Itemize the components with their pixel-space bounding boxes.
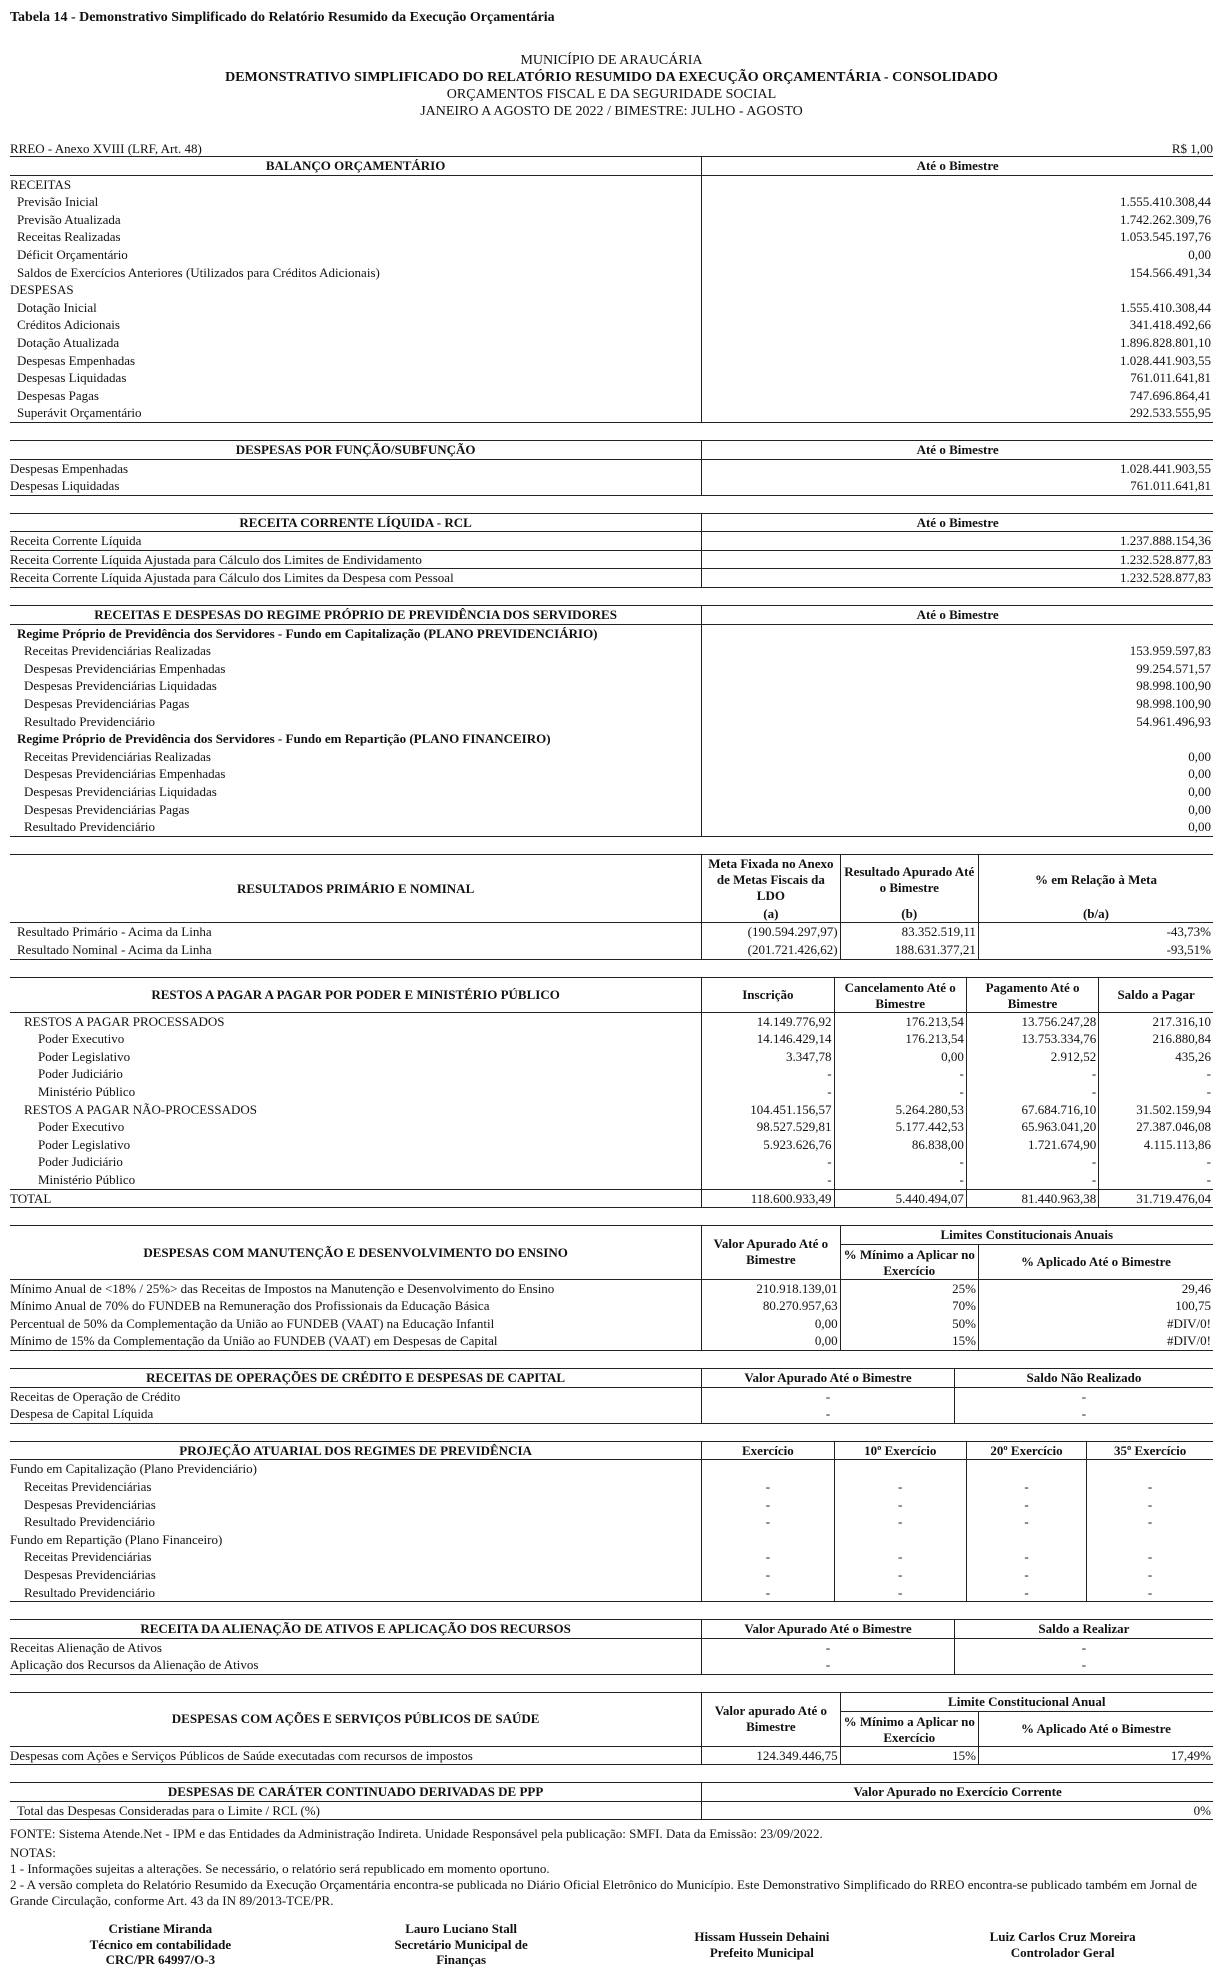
table-row-label: Despesas Pagas	[17, 387, 99, 403]
table-cell: 216.880,84	[1099, 1030, 1213, 1048]
table-row-label: Poder Judiciário	[38, 1066, 123, 1082]
table-cell: -	[1099, 1065, 1213, 1083]
table-row-label: Despesas Previdenciárias Liquidadas	[24, 678, 217, 694]
table-cell: -	[702, 1513, 834, 1531]
table-cell: 67.684.716,10	[966, 1101, 1098, 1119]
projecao-col: 20º Exercício	[966, 1441, 1086, 1460]
ensino-col-min: % Mínimo a Aplicar no Exercício	[840, 1244, 978, 1279]
signature-role: Prefeito Municipal	[709, 1944, 814, 1960]
table-cell: -	[966, 1153, 1098, 1171]
table-row-value: 154.566.491,34	[702, 264, 1213, 282]
table-cell: -	[1087, 1513, 1213, 1531]
table-cell: 5.440.494,07	[834, 1189, 966, 1208]
table-cell: 98.527.529,81	[702, 1118, 834, 1136]
table-row-label: Receitas Realizadas	[17, 229, 121, 245]
table-cell: -	[1087, 1584, 1213, 1602]
table-cell: -	[966, 1478, 1086, 1496]
table-cell: -	[834, 1065, 966, 1083]
table-row-label: Aplicação dos Recursos da Alienação de Ativos	[10, 1656, 702, 1674]
table-cell: -	[966, 1171, 1098, 1189]
table-cell: 217.316,10	[1099, 1012, 1213, 1030]
resultados-head: RESULTADOS PRIMÁRIO E NOMINAL	[236, 880, 475, 896]
resultados-col-c: % em Relação à Meta	[978, 854, 1213, 905]
table-cell: -	[834, 1566, 966, 1584]
resultados-col-a: Meta Fixada no Anexo de Metas Fiscais da LDO	[702, 854, 840, 905]
table-cell: -	[702, 1171, 834, 1189]
table-row-value: 341.418.492,66	[702, 316, 1213, 334]
rpps-col: Até o Bimestre	[702, 606, 1213, 625]
table-cell: -	[966, 1083, 1098, 1101]
resultados-col-a-sub: (a)	[702, 905, 840, 923]
table-row-label: Resultado Previdenciário	[10, 1584, 702, 1602]
table-row-label: Resultado Previdenciário	[10, 818, 702, 836]
projecao-col: 35º Exercício	[1087, 1441, 1213, 1460]
signature-role: Controlador Geral	[1010, 1944, 1115, 1960]
signature-name: Lauro Luciano Stall	[405, 1921, 517, 1937]
rcl-col: Até o Bimestre	[702, 513, 1213, 532]
table-row-label: Despesas Previdenciárias Empenhadas	[24, 766, 226, 782]
table-cell: -43,73%	[978, 923, 1213, 941]
table-row-label: Mínimo de 15% da Complementação da União ao FUNDEB (VAAT) em Despesas de Capital	[10, 1332, 702, 1350]
table-cell: 83.352.519,11	[840, 923, 978, 941]
table-row-label: Receita Corrente Líquida Ajustada para Cálculo dos Limites de Endividamento	[10, 550, 702, 569]
rcl-table	[10, 513, 1213, 588]
table-cell: -	[834, 1548, 966, 1566]
table-row-label: Resultado Previdenciário	[24, 1514, 156, 1530]
table-cell: -	[954, 1405, 1213, 1423]
table-cell: -	[702, 1584, 834, 1602]
table-cell: 50%	[840, 1315, 978, 1333]
alienacao-col-saldo: Saldo a Realizar	[954, 1620, 1213, 1639]
resultados-col-b-sub: (b)	[840, 905, 978, 923]
table-row-value: 1.028.441.903,55	[702, 352, 1213, 370]
table-row-label: Receita Corrente Líquida	[10, 532, 702, 551]
projecao-table	[10, 1441, 1213, 1602]
projecao-col: 10º Exercício	[834, 1441, 966, 1460]
table-cell: -	[954, 1387, 1213, 1405]
ppp-col: Valor Apurado no Exercício Corrente	[702, 1783, 1213, 1802]
table-cell: -93,51%	[978, 941, 1213, 959]
table-row-value: 0,00	[702, 748, 1213, 766]
header-period: JANEIRO A AGOSTO DE 2022 / BIMESTRE: JULHO - AGOSTO	[420, 104, 803, 119]
credito-col-saldo: Saldo Não Realizado	[954, 1369, 1213, 1388]
table-row-value: 98.998.100,90	[702, 695, 1213, 713]
balanco-head: BALANÇO ORÇAMENTÁRIO	[10, 157, 702, 176]
table-row-label: Superávit Orçamentário	[10, 404, 702, 422]
saude-col-apl: % Aplicado Até o Bimestre	[978, 1711, 1213, 1746]
table-cell: -	[702, 1065, 834, 1083]
alienacao-col-valor: Valor Apurado Até o Bimestre	[702, 1620, 955, 1639]
table-row-label: Despesas Empenhadas	[17, 352, 136, 368]
table-row-label: Receitas Previdenciárias Realizadas	[24, 748, 211, 764]
table-row-label: Percentual de 50% da Complementação da União ao FUNDEB (VAAT) na Educação Infantil	[10, 1315, 495, 1331]
signature-name: Cristiane Miranda	[108, 1921, 213, 1937]
table-row-value: 54.961.496,93	[702, 713, 1213, 731]
table-cell: 104.451.156,57	[702, 1101, 834, 1119]
table-cell: -	[702, 1496, 834, 1514]
source-note: FONTE: Sistema Atende.Net - IPM e das Entidades da Administração Indireta. Unidade Responsável pela publicação: SMFI. Data da Emissão: 23/09/2022.	[10, 1826, 823, 1842]
table-cell: 86.838,00	[834, 1136, 966, 1154]
table-row-value: 1.232.528.877,83	[702, 569, 1213, 588]
signature-block	[612, 1921, 913, 1968]
table-cell: 27.387.046,08	[1099, 1118, 1213, 1136]
saude-col-min: % Mínimo a Aplicar no Exercício	[840, 1711, 978, 1746]
signature-extra: Finanças	[436, 1952, 487, 1968]
table-row-label: Saldos de Exercícios Anteriores (Utilizados para Créditos Adicionais)	[17, 264, 380, 280]
table-row-label: Receitas Previdenciárias	[24, 1549, 152, 1565]
table-row-label: Despesas Empenhadas	[10, 460, 129, 476]
table-cell: 70%	[840, 1297, 978, 1315]
saude-table	[10, 1692, 1213, 1765]
table-cell: -	[966, 1566, 1086, 1584]
table-cell: 0%	[702, 1801, 1213, 1820]
table-cell: 80.270.957,63	[702, 1297, 840, 1315]
table-cell: -	[702, 1478, 834, 1496]
table-cell: 3.347,78	[702, 1048, 834, 1066]
table-cell: 15%	[840, 1746, 978, 1765]
table-cell: 100,75	[978, 1297, 1213, 1315]
ensino-col-limites: Limites Constitucionais Anuais	[840, 1226, 1213, 1245]
table-row-label: Despesas Previdenciárias Pagas	[24, 801, 190, 817]
table-row-label: Poder Legislativo	[38, 1048, 131, 1064]
table-cell: 29,46	[978, 1279, 1213, 1297]
table-row-label: RESTOS A PAGAR PROCESSADOS	[24, 1013, 225, 1029]
table-cell: -	[702, 1387, 955, 1405]
signatures	[10, 1921, 1213, 1968]
restos-total-label: TOTAL	[10, 1189, 702, 1208]
table-cell: -	[702, 1656, 955, 1674]
rpps-table	[10, 605, 1213, 837]
ensino-col-apl: % Aplicado Até o Bimestre	[978, 1244, 1213, 1279]
table-cell: -	[1099, 1153, 1213, 1171]
rcl-head: RECEITA CORRENTE LÍQUIDA - RCL	[10, 513, 702, 532]
restos-col-cancelamento: Cancelamento Até o Bimestre	[834, 977, 966, 1012]
table-row-label: Despesas com Ações e Serviços Públicos de Saúde executadas com recursos de impostos	[10, 1746, 702, 1765]
annex-reference: RREO - Anexo XVIII (LRF, Art. 48)	[10, 141, 202, 156]
table-cell: 4.115.113,86	[1099, 1136, 1213, 1154]
footer	[10, 1826, 1213, 1909]
table-cell: -	[1099, 1171, 1213, 1189]
note-2: 2 - A versão completa do Relatório Resumido da Execução Orçamentária encontra-se publicada no Diário Oficial Eletrônico do Município. Este Demonstrativo Simplificado do RREO encontra-se publicado também em Jornal de Grande Circulação, conforme Art. 43 da IN 89/2013-TCE/PR.	[10, 1877, 1197, 1909]
table-row-label: Previsão Inicial	[17, 194, 99, 210]
table-row-label: Receitas Previdenciárias	[24, 1479, 152, 1495]
signature-role: Secretário Municipal de	[394, 1936, 528, 1952]
table-cell: -	[966, 1496, 1086, 1514]
table-cell: -	[1099, 1083, 1213, 1101]
table-cell: -	[1087, 1478, 1213, 1496]
table-cell: -	[702, 1083, 834, 1101]
table-row-label: Poder Judiciário	[38, 1154, 123, 1170]
table-row-value: 1.053.545.197,76	[702, 228, 1213, 246]
table-row-value: 0,00	[702, 801, 1213, 819]
table-cell: 13.753.334,76	[966, 1030, 1098, 1048]
signature-role: Técnico em contabilidade	[89, 1936, 232, 1952]
restos-col-pagamento: Pagamento Até o Bimestre	[966, 977, 1098, 1012]
table-cell: -	[1087, 1566, 1213, 1584]
signature-name: Luiz Carlos Cruz Moreira	[989, 1929, 1136, 1945]
table-row-label: Dotação Atualizada	[17, 334, 120, 350]
table-row-label: Despesas Liquidadas	[17, 370, 127, 386]
table-cell: #DIV/0!	[978, 1315, 1213, 1333]
table-cell: 65.963.041,20	[966, 1118, 1098, 1136]
balanco-col: Até o Bimestre	[702, 157, 1213, 176]
table-cell: -	[834, 1496, 966, 1514]
signature-block	[10, 1921, 311, 1968]
despesas-label: DESPESAS	[10, 282, 74, 298]
table-row-label: Total das Despesas Consideradas para o Limite / RCL (%)	[10, 1801, 702, 1820]
rpps-head: RECEITAS E DESPESAS DO REGIME PRÓPRIO DE PREVIDÊNCIA DOS SERVIDORES	[10, 606, 702, 625]
notes-label: NOTAS:	[10, 1845, 56, 1861]
table-cell: 81.440.963,38	[966, 1189, 1098, 1208]
balanco-table	[10, 156, 1213, 423]
ensino-col-valor: Valor Apurado Até o Bimestre	[702, 1226, 840, 1280]
resultados-col-c-sub: (b/a)	[978, 905, 1213, 923]
table-row-label: Receita Corrente Líquida Ajustada para Cálculo dos Limites da Despesa com Pessoal	[10, 569, 702, 588]
signature-name: Hissam Hussein Dehaini	[694, 1929, 830, 1945]
table-cell: 2.912,52	[966, 1048, 1098, 1066]
table-row-value: 1.555.410.308,44	[702, 299, 1213, 317]
restos-col-saldo: Saldo a Pagar	[1099, 977, 1213, 1012]
table-cell: -	[966, 1584, 1086, 1602]
table-row-label: Ministério Público	[38, 1083, 136, 1099]
table-row-label: Receitas Previdenciárias Realizadas	[24, 643, 211, 659]
table-row-value: 747.696.864,41	[702, 387, 1213, 405]
table-row-label: Dotação Inicial	[17, 299, 97, 315]
table-cell: 0,00	[702, 1315, 840, 1333]
table-row-label: Despesas Previdenciárias	[24, 1567, 156, 1582]
table-row-value: 761.011.641,81	[702, 477, 1213, 495]
credito-head: RECEITAS DE OPERAÇÕES DE CRÉDITO E DESPESAS DE CAPITAL	[10, 1369, 702, 1388]
table-row-value: 292.533.555,95	[702, 404, 1213, 422]
table-row-label: Despesas Liquidadas	[10, 477, 702, 495]
header-budget-scope: ORÇAMENTOS FISCAL E DA SEGURIDADE SOCIAL	[446, 87, 777, 102]
projecao-group-reparticao: Fundo em Repartição (Plano Financeiro)	[10, 1531, 223, 1547]
table-cell: -	[1087, 1548, 1213, 1566]
table-row-value: 0,00	[702, 818, 1213, 836]
table-row-label: Despesas Previdenciárias Liquidadas	[24, 784, 217, 799]
table-row-value: 153.959.597,83	[702, 642, 1213, 660]
restos-col-inscricao: Inscrição	[702, 977, 834, 1012]
table-cell: -	[702, 1405, 955, 1423]
table-cell: -	[1087, 1496, 1213, 1514]
rpps-group-capitalizacao: Regime Próprio de Previdência dos Servidores - Fundo em Capitalização (PLANO PREVIDENCIÁRIO)	[17, 625, 598, 641]
table-row-value: 1.555.410.308,44	[702, 193, 1213, 211]
saude-col-limite: Limite Constitucional Anual	[840, 1692, 1213, 1711]
table-cell: 435,26	[1099, 1048, 1213, 1066]
table-cell: 15%	[840, 1332, 978, 1350]
table-row-label: Despesas Previdenciárias	[24, 1496, 156, 1512]
table-row-label: Despesas Previdenciárias Empenhadas	[24, 660, 226, 676]
table-row-label: Déficit Orçamentário	[17, 246, 128, 262]
table-cell: 176.213,54	[834, 1012, 966, 1030]
table-cell: 124.349.446,75	[702, 1746, 840, 1765]
ensino-head: DESPESAS COM MANUTENÇÃO E DESENVOLVIMENTO DO ENSINO	[10, 1226, 702, 1280]
table-cell: 210.918.139,01	[702, 1279, 840, 1297]
note-1: 1 - Informações sujeitas a alterações. Se necessário, o relatório será republicado em momento oportuno.	[10, 1861, 550, 1877]
funcao-head: DESPESAS POR FUNÇÃO/SUBFUNÇÃO	[10, 440, 702, 459]
saude-col-valor: Valor apurado Até o Bimestre	[702, 1692, 840, 1746]
table-row-label: Créditos Adicionais	[17, 317, 120, 333]
table-row-label: Poder Executivo	[38, 1031, 125, 1047]
ppp-head: DESPESAS DE CARÁTER CONTINUADO DERIVADAS DE PPP	[10, 1783, 702, 1802]
signature-extra: CRC/PR 64997/O-3	[105, 1952, 216, 1968]
table-row-label: Despesas Previdenciárias Pagas	[24, 696, 190, 712]
table-cell: #DIV/0!	[978, 1332, 1213, 1350]
table-row-label: Mínimo Anual de 70% do FUNDEB na Remuneração dos Profissionais da Educação Básica	[10, 1298, 490, 1314]
table-row-value: 1.028.441.903,55	[702, 459, 1213, 477]
table-row-label: Poder Executivo	[38, 1119, 125, 1135]
table-cell: 31.719.476,04	[1099, 1189, 1213, 1208]
alienacao-table	[10, 1619, 1213, 1675]
table-cell: -	[966, 1065, 1098, 1083]
table-cell: 176.213,54	[834, 1030, 966, 1048]
table-row-value: 0,00	[702, 765, 1213, 783]
table-row-value: 98.998.100,90	[702, 677, 1213, 695]
funcao-col: Até o Bimestre	[702, 440, 1213, 459]
table-cell: -	[834, 1478, 966, 1496]
table-cell: 13.756.247,28	[966, 1012, 1098, 1030]
table-row-value: 1.896.828.801,10	[702, 334, 1213, 352]
table-cell: 5.923.626,76	[702, 1136, 834, 1154]
table-row-value: 1.742.262.309,76	[702, 211, 1213, 229]
table-title: Tabela 14 - Demonstrativo Simplificado do Relatório Resumido da Execução Orçamentária	[10, 10, 555, 25]
table-cell: 14.146.429,14	[702, 1030, 834, 1048]
table-row-value: 99.254.571,57	[702, 660, 1213, 678]
table-cell: -	[834, 1083, 966, 1101]
projecao-group-capitalizacao: Fundo em Capitalização (Plano Previdenciário)	[10, 1461, 257, 1477]
credito-table	[10, 1368, 1213, 1424]
ensino-table	[10, 1225, 1213, 1351]
resultados-table	[10, 854, 1213, 960]
table-cell: 0,00	[702, 1332, 840, 1350]
table-cell: -	[702, 1153, 834, 1171]
table-row-value: 0,00	[702, 246, 1213, 264]
table-cell: -	[702, 1566, 834, 1584]
table-cell: 188.631.377,21	[840, 941, 978, 959]
table-row-label: Resultado Primário - Acima da Linha	[10, 923, 702, 941]
funcao-table	[10, 440, 1213, 496]
table-cell: -	[954, 1656, 1213, 1674]
table-cell: -	[834, 1171, 966, 1189]
report-header	[10, 52, 1213, 120]
table-cell: (201.721.426,62)	[702, 941, 840, 959]
table-cell: 25%	[840, 1279, 978, 1297]
table-cell: 5.177.442,53	[834, 1118, 966, 1136]
table-row-label: Despesa de Capital Líquida	[10, 1405, 702, 1423]
header-municipality: MUNICÍPIO DE ARAUCÁRIA	[520, 53, 703, 68]
report-meta	[10, 141, 1213, 156]
table-cell: -	[702, 1548, 834, 1566]
table-row-label: Resultado Nominal - Acima da Linha	[10, 941, 702, 959]
currency-unit: R$ 1,00	[1171, 141, 1213, 156]
table-row-value: 0,00	[702, 783, 1213, 801]
table-row-label: Resultado Previdenciário	[24, 713, 156, 729]
table-cell: 0,00	[834, 1048, 966, 1066]
table-cell: 14.149.776,92	[702, 1012, 834, 1030]
alienacao-head: RECEITA DA ALIENAÇÃO DE ATIVOS E APLICAÇÃO DOS RECURSOS	[10, 1620, 702, 1639]
table-cell: -	[834, 1153, 966, 1171]
table-cell: -	[966, 1513, 1086, 1531]
table-row-value: 1.232.528.877,83	[702, 550, 1213, 569]
table-cell: 17,49%	[978, 1746, 1213, 1765]
table-row-label: Mínimo Anual de <18% / 25%> das Receitas de Impostos na Manutenção e Desenvolvimento do Ensino	[10, 1280, 555, 1296]
credito-col-valor: Valor Apurado Até o Bimestre	[702, 1369, 955, 1388]
signature-block	[311, 1921, 612, 1968]
projecao-col: Exercício	[702, 1441, 834, 1460]
table-cell: 118.600.933,49	[702, 1189, 834, 1208]
table-row-label: RESTOS A PAGAR NÃO-PROCESSADOS	[24, 1101, 257, 1117]
signature-block	[912, 1921, 1213, 1968]
table-row-label: Receitas de Operação de Crédito	[10, 1388, 181, 1404]
table-cell: (190.594.297,97)	[702, 923, 840, 941]
saude-head: DESPESAS COM AÇÕES E SERVIÇOS PÚBLICOS DE SAÚDE	[10, 1692, 702, 1746]
rpps-group-reparticao: Regime Próprio de Previdência dos Servidores - Fundo em Repartição (PLANO FINANCEIRO)	[17, 731, 551, 747]
header-report-name: DEMONSTRATIVO SIMPLIFICADO DO RELATÓRIO RESUMIDO DA EXECUÇÃO ORÇAMENTÁRIA - CONSOLIDADO	[225, 70, 998, 85]
resultados-col-b: Resultado Apurado Até o Bimestre	[840, 854, 978, 905]
ppp-table	[10, 1782, 1213, 1820]
projecao-head: PROJEÇÃO ATUARIAL DOS REGIMES DE PREVIDÊNCIA	[10, 1441, 702, 1460]
receitas-label: RECEITAS	[10, 176, 72, 192]
table-row-value: 1.237.888.154,36	[702, 532, 1213, 551]
table-cell: 5.264.280,53	[834, 1101, 966, 1119]
table-row-label: Ministério Público	[38, 1171, 136, 1187]
table-row-label: Poder Legislativo	[38, 1136, 131, 1152]
table-row-value: 761.011.641,81	[702, 369, 1213, 387]
table-cell: -	[834, 1584, 966, 1602]
table-cell: 31.502.159,94	[1099, 1101, 1213, 1119]
table-cell: -	[966, 1548, 1086, 1566]
table-cell: -	[702, 1638, 955, 1656]
table-cell: -	[834, 1513, 966, 1531]
table-cell: -	[954, 1638, 1213, 1656]
table-row-label: Receitas Alienação de Ativos	[10, 1639, 162, 1655]
table-cell: 1.721.674,90	[966, 1136, 1098, 1154]
restos-head: RESTOS A PAGAR A PAGAR POR PODER E MINISTÉRIO PÚBLICO	[10, 977, 702, 1012]
table-row-label: Previsão Atualizada	[17, 211, 121, 227]
restos-table	[10, 977, 1213, 1209]
